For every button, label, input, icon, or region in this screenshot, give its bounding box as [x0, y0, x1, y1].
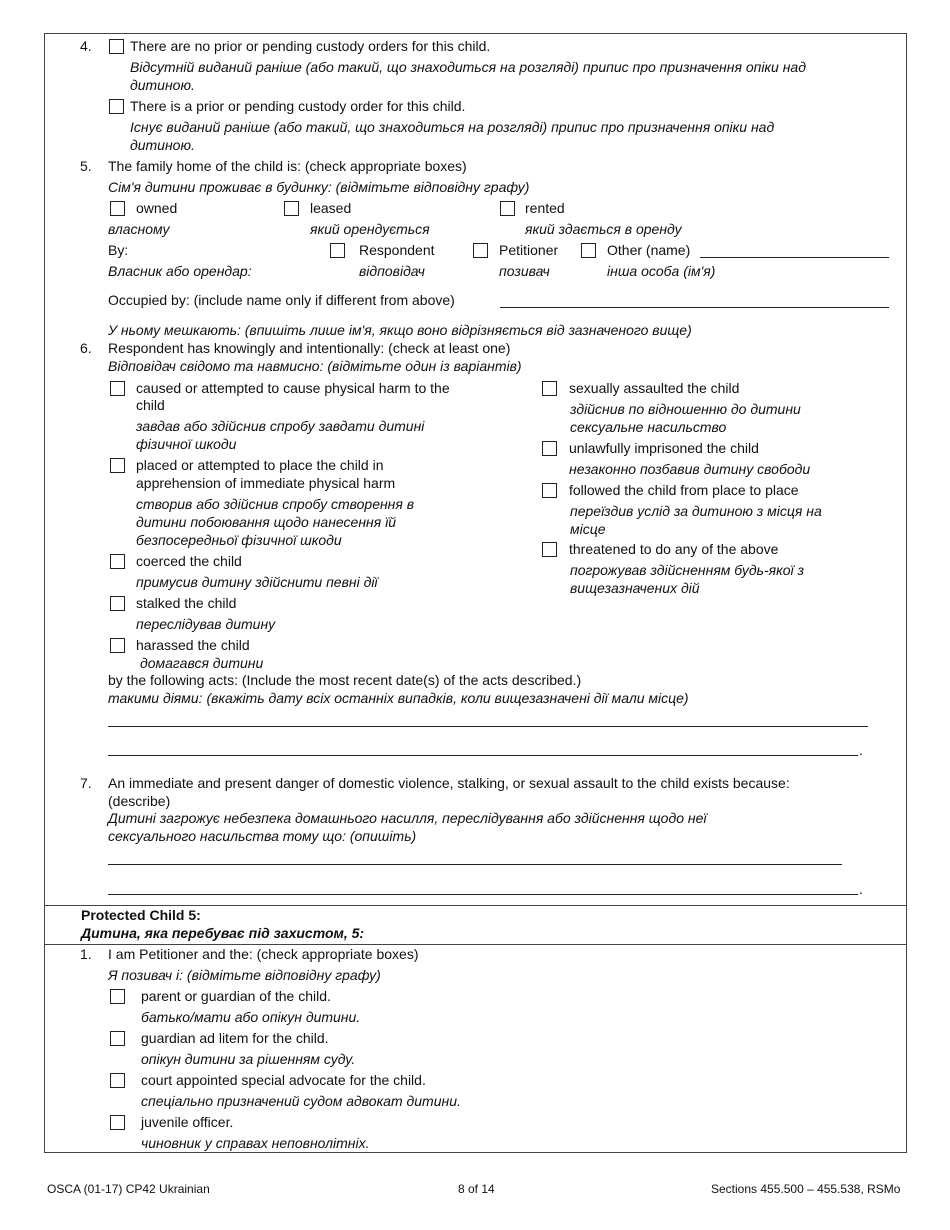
section-divider	[45, 905, 906, 906]
prior-custody-order-checkbox[interactable]	[109, 99, 124, 114]
line-end-period: .	[859, 742, 863, 758]
special-advocate-checkbox[interactable]	[110, 1073, 125, 1088]
petitioner-role-question: I am Petitioner and the: (check appropriate boxes)	[108, 946, 419, 962]
sexual-assault-label-uk: сексуальне насильство	[570, 419, 727, 435]
coerced-label-uk: примусив дитину здійснити певні дії	[136, 574, 378, 590]
occupied-by-label-uk: У ньому мешкають: (впишіть лише ім'я, якщо воно відрізняється від зазначеного вище)	[108, 322, 692, 338]
item-number: 4.	[80, 38, 92, 54]
occupied-by-field[interactable]	[500, 307, 889, 308]
danger-question: (describe)	[108, 793, 171, 809]
sexual-assault-checkbox[interactable]	[542, 381, 557, 396]
coerced-checkbox[interactable]	[110, 554, 125, 569]
item-number: 1.	[80, 946, 92, 962]
stalked-label-uk: переслідував дитину	[136, 616, 276, 632]
by-label-uk: Власник або орендар:	[108, 263, 252, 279]
item-number: 7.	[80, 775, 92, 791]
danger-question-uk: сексуального насильства тому що: (опишіть)	[108, 828, 417, 844]
juvenile-officer-label-uk: чиновник у справах неповнолітніх.	[141, 1135, 370, 1151]
juvenile-officer-label: juvenile officer.	[141, 1114, 234, 1130]
acts-instructions: by the following acts: (Include the most recent date(s) of the acts described.)	[108, 672, 582, 688]
family-home-question-uk: Сім'я дитини проживає в будинку: (відмітьте відповідну графу)	[108, 179, 530, 195]
danger-question-uk: Дитині загрожує небезпека домашнього насилля, переслідування або здійснення щодо неї	[108, 810, 707, 826]
apprehension-label-uk: безпосередньої фізичної шкоди	[136, 532, 342, 548]
prior-custody-order-label-uk: Існує виданий раніше (або такий, що знаходиться на розгляді) припис про призначення опіки над	[130, 119, 775, 135]
owner-other-label: Other (name)	[607, 242, 691, 258]
physical-harm-label: caused or attempted to cause physical harm to the	[136, 380, 450, 396]
leased-label: leased	[310, 200, 352, 216]
no-custody-orders-label-uk: дитиною.	[130, 77, 195, 93]
physical-harm-checkbox[interactable]	[110, 381, 125, 396]
sexual-assault-label-uk: здійснив по відношенню до дитини	[570, 401, 801, 417]
parent-guardian-label-uk: батько/мати або опікун дитини.	[141, 1009, 361, 1025]
parent-guardian-label: parent or guardian of the child.	[141, 988, 331, 1004]
harassed-checkbox[interactable]	[110, 638, 125, 653]
parent-guardian-checkbox[interactable]	[110, 989, 125, 1004]
owner-petitioner-checkbox[interactable]	[473, 243, 488, 258]
leased-checkbox[interactable]	[284, 201, 299, 216]
occupied-by-label: Occupied by: (include name only if different from above)	[108, 292, 455, 308]
harassed-label: harassed the child	[136, 637, 250, 653]
prior-custody-order-label-uk: дитиною.	[130, 137, 195, 153]
no-custody-orders-checkbox[interactable]	[109, 39, 124, 54]
owner-respondent-checkbox[interactable]	[330, 243, 345, 258]
coerced-label: coerced the child	[136, 553, 242, 569]
page-number: 8 of 14	[458, 1182, 495, 1196]
rented-label: rented	[525, 200, 565, 216]
section-divider	[45, 944, 906, 945]
physical-harm-label-uk: фізичної шкоди	[136, 436, 237, 452]
physical-harm-label-uk: завдав або здійснив спробу завдати дитині	[136, 418, 425, 434]
apprehension-checkbox[interactable]	[110, 458, 125, 473]
petitioner-role-question-uk: Я позивач і: (відмітьте відповідну графу)	[108, 967, 381, 983]
guardian-ad-litem-label-uk: опікун дитини за рішенням суду.	[141, 1051, 356, 1067]
apprehension-label-uk: дитини побоювання щодо нанесення їй	[136, 514, 396, 530]
danger-question: An immediate and present danger of domestic violence, stalking, or sexual assault to the child exists because:	[108, 775, 790, 791]
no-custody-orders-label-uk: Відсутній виданий раніше (або такий, що знаходиться на розгляді) припис про призначення опіки над	[130, 59, 806, 75]
line-end-period: .	[859, 881, 863, 897]
followed-label-uk: переїздив услід за дитиною з місця на	[570, 503, 822, 519]
owner-other-name-field[interactable]	[700, 257, 889, 258]
rented-checkbox[interactable]	[500, 201, 515, 216]
apprehension-label-uk: створив або здійснив спробу створення в	[136, 496, 415, 512]
special-advocate-label: court appointed special advocate for the child.	[141, 1072, 426, 1088]
stalked-label: stalked the child	[136, 595, 237, 611]
followed-label-uk: місце	[570, 521, 606, 537]
apprehension-label: placed or attempted to place the child in	[136, 457, 384, 473]
owned-label: owned	[136, 200, 178, 216]
owned-label-uk: власному	[108, 221, 170, 237]
rented-label-uk: який здається в оренду	[525, 221, 682, 237]
physical-harm-label: child	[136, 397, 165, 413]
apprehension-label: apprehension of immediate physical harm	[136, 475, 396, 491]
respondent-acts-question-uk: Відповідач свідомо та навмисно: (відмітьте один із варіантів)	[108, 358, 522, 374]
imprisoned-label: unlawfully imprisoned the child	[569, 440, 759, 456]
form-id: OSCA (01-17) CP42 Ukrainian	[47, 1182, 210, 1196]
threatened-label: threatened to do any of the above	[569, 541, 779, 557]
juvenile-officer-checkbox[interactable]	[110, 1115, 125, 1130]
danger-description-field[interactable]	[108, 894, 858, 895]
imprisoned-checkbox[interactable]	[542, 441, 557, 456]
owner-petitioner-label: Petitioner	[499, 242, 559, 258]
threatened-label-uk: вищезазначених дій	[570, 580, 700, 596]
item-number: 5.	[80, 158, 92, 174]
special-advocate-label-uk: спеціально призначений судом адвокат дитини.	[141, 1093, 461, 1109]
threatened-checkbox[interactable]	[542, 542, 557, 557]
prior-custody-order-label: There is a prior or pending custody order for this child.	[130, 98, 466, 114]
by-label: By:	[108, 242, 129, 258]
followed-checkbox[interactable]	[542, 483, 557, 498]
guardian-ad-litem-label: guardian ad litem for the child.	[141, 1030, 329, 1046]
no-custody-orders-label: There are no prior or pending custody orders for this child.	[130, 38, 491, 54]
acts-dates-field[interactable]	[108, 726, 868, 727]
guardian-ad-litem-checkbox[interactable]	[110, 1031, 125, 1046]
protected-child-heading-uk: Дитина, яка перебуває під захистом, 5:	[81, 925, 365, 941]
item-number: 6.	[80, 340, 92, 356]
threatened-label-uk: погрожував здійсненням будь-якої з	[570, 562, 804, 578]
owner-petitioner-label-uk: позивач	[499, 263, 550, 279]
respondent-acts-question: Respondent has knowingly and intentionally: (check at least one)	[108, 340, 511, 356]
acts-instructions-uk: такими діями: (вкажіть дату всіх останніх випадків, коли вищезазначені дії мали місце)	[108, 690, 689, 706]
owner-respondent-label-uk: відповідач	[359, 263, 425, 279]
owner-other-label-uk: інша особа (ім'я)	[607, 263, 716, 279]
protected-child-heading: Protected Child 5:	[81, 907, 201, 923]
family-home-question: The family home of the child is: (check appropriate boxes)	[108, 158, 467, 174]
danger-description-field[interactable]	[108, 864, 842, 865]
sexual-assault-label: sexually assaulted the child	[569, 380, 740, 396]
harassed-label-uk: домагався дитини	[140, 655, 264, 671]
owner-respondent-label: Respondent	[359, 242, 435, 258]
followed-label: followed the child from place to place	[569, 482, 799, 498]
stalked-checkbox[interactable]	[110, 596, 125, 611]
owner-other-checkbox[interactable]	[581, 243, 596, 258]
leased-label-uk: який орендується	[310, 221, 430, 237]
imprisoned-label-uk: незаконно позбавив дитину свободи	[569, 461, 811, 477]
owned-checkbox[interactable]	[110, 201, 125, 216]
acts-dates-field[interactable]	[108, 755, 858, 756]
statute-sections: Sections 455.500 – 455.538, RSMo	[711, 1182, 901, 1196]
